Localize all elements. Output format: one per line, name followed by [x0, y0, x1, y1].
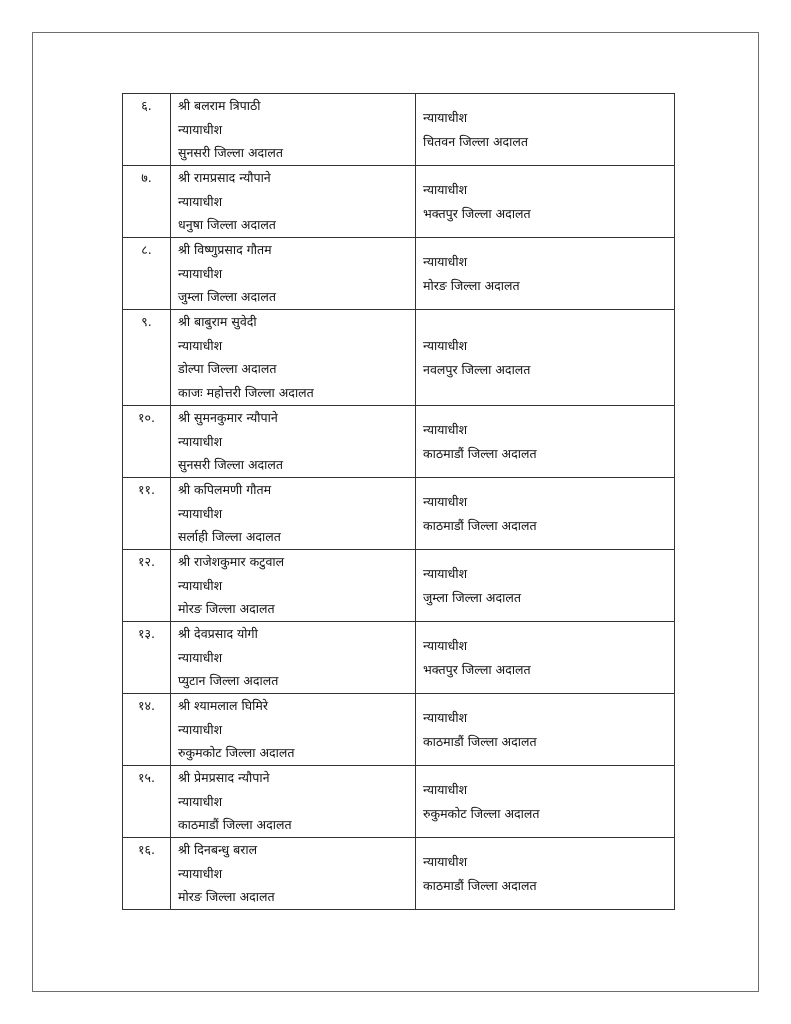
- new-designation: न्यायाधीश: [423, 782, 468, 797]
- table-row: [123, 478, 675, 550]
- serial-number: १५.: [123, 766, 171, 838]
- new-designation: न्यायाधीश: [423, 566, 468, 581]
- new-court: भक्तपुर जिल्ला अदालत: [423, 661, 531, 677]
- serial-number: ९.: [123, 310, 171, 406]
- new-court: काठमाडौं जिल्ला अदालत: [423, 877, 537, 893]
- judge-designation: न्यायाधीश: [178, 337, 223, 353]
- judge-designation: न्यायाधीश: [178, 193, 223, 209]
- judge-name: श्री बलराम त्रिपाठी: [178, 98, 261, 113]
- current-court: प्युटान जिल्ला अदालत: [178, 673, 279, 688]
- current-court: धनुषा जिल्ला अदालत: [178, 217, 276, 232]
- current-posting-cell: [171, 838, 416, 910]
- table-row: [123, 94, 675, 166]
- transfer-table: [122, 93, 675, 910]
- judge-name: श्री रामप्रसाद न्यौपाने: [178, 170, 271, 185]
- current-posting-cell: [171, 478, 416, 550]
- current-court: रुकुमकोट जिल्ला अदालत: [178, 745, 295, 760]
- acting-court: काजः महोत्तरी जिल्ला अदालत: [178, 384, 314, 400]
- new-posting-cell: [416, 94, 675, 166]
- current-posting-cell: [171, 238, 416, 310]
- serial-number: ७.: [123, 166, 171, 238]
- judge-designation: न्यायाधीश: [178, 649, 223, 665]
- current-posting-cell: [171, 166, 416, 238]
- judge-designation: न्यायाधीश: [178, 577, 223, 593]
- current-court: डोल्पा जिल्ला अदालत: [178, 361, 277, 376]
- table-row: [123, 766, 675, 838]
- judge-name: श्री राजेशकुमार कटुवाल: [178, 554, 285, 569]
- new-posting-cell: [416, 838, 675, 910]
- current-court: सुनसरी जिल्ला अदालत: [178, 457, 284, 472]
- judge-designation: न्यायाधीश: [178, 865, 223, 881]
- new-posting-cell: [416, 622, 675, 694]
- current-court: मोरङ जिल्ला अदालत: [178, 889, 275, 904]
- new-designation: न्यायाधीश: [423, 422, 468, 437]
- judge-name: श्री बाबुराम सुवेदी: [178, 314, 257, 329]
- new-designation: न्यायाधीश: [423, 338, 468, 353]
- judge-designation: न्यायाधीश: [178, 505, 223, 521]
- new-posting-cell: [416, 550, 675, 622]
- new-designation: न्यायाधीश: [423, 110, 468, 125]
- serial-number: १०.: [123, 406, 171, 478]
- judge-name: श्री सुमनकुमार न्यौपाने: [178, 410, 278, 425]
- new-designation: न्यायाधीश: [423, 494, 468, 509]
- current-court: काठमाडौं जिल्ला अदालत: [178, 817, 292, 832]
- new-court: काठमाडौं जिल्ला अदालत: [423, 445, 537, 461]
- serial-number: १३.: [123, 622, 171, 694]
- current-court: जुम्ला जिल्ला अदालत: [178, 289, 276, 304]
- table-row: [123, 310, 675, 406]
- new-posting-cell: [416, 694, 675, 766]
- table-row: [123, 406, 675, 478]
- new-court: रुकुमकोट जिल्ला अदालत: [423, 805, 540, 821]
- serial-number: ६.: [123, 94, 171, 166]
- current-posting-cell: [171, 406, 416, 478]
- judge-designation: न्यायाधीश: [178, 433, 223, 449]
- judge-name: श्री देवप्रसाद योगी: [178, 626, 258, 641]
- new-posting-cell: [416, 238, 675, 310]
- new-designation: न्यायाधीश: [423, 254, 468, 269]
- table-row: [123, 622, 675, 694]
- serial-number: ८.: [123, 238, 171, 310]
- table-row: [123, 694, 675, 766]
- current-posting-cell: [171, 766, 416, 838]
- judge-designation: न्यायाधीश: [178, 265, 223, 281]
- judge-designation: न्यायाधीश: [178, 793, 223, 809]
- new-posting-cell: [416, 166, 675, 238]
- table-row: [123, 550, 675, 622]
- new-court: नवलपुर जिल्ला अदालत: [423, 361, 531, 377]
- new-court: जुम्ला जिल्ला अदालत: [423, 589, 521, 605]
- judge-name: श्री दिनबन्धु बराल: [178, 842, 258, 857]
- new-posting-cell: [416, 310, 675, 406]
- serial-number: १२.: [123, 550, 171, 622]
- new-posting-cell: [416, 406, 675, 478]
- current-posting-cell: [171, 694, 416, 766]
- table-row: [123, 166, 675, 238]
- new-designation: न्यायाधीश: [423, 182, 468, 197]
- new-court: काठमाडौं जिल्ला अदालत: [423, 517, 537, 533]
- new-court: चितवन जिल्ला अदालत: [423, 133, 529, 149]
- new-court: भक्तपुर जिल्ला अदालत: [423, 205, 531, 221]
- new-court: मोरङ जिल्ला अदालत: [423, 277, 520, 293]
- current-posting-cell: [171, 310, 416, 406]
- judge-name: श्री कपिलमणी गौतम: [178, 482, 272, 497]
- current-posting-cell: [171, 622, 416, 694]
- current-posting-cell: [171, 94, 416, 166]
- judge-name: श्री प्रेमप्रसाद न्यौपाने: [178, 770, 270, 785]
- current-court: सर्लाही जिल्ला अदालत: [178, 529, 281, 544]
- new-designation: न्यायाधीश: [423, 854, 468, 869]
- new-posting-cell: [416, 478, 675, 550]
- judge-name: श्री श्यामलाल घिमिरे: [178, 698, 268, 713]
- serial-number: ११.: [123, 478, 171, 550]
- new-designation: न्यायाधीश: [423, 638, 468, 653]
- judge-designation: न्यायाधीश: [178, 121, 223, 137]
- judge-designation: न्यायाधीश: [178, 721, 223, 737]
- new-court: काठमाडौं जिल्ला अदालत: [423, 733, 537, 749]
- current-posting-cell: [171, 550, 416, 622]
- table-row: [123, 838, 675, 910]
- new-posting-cell: [416, 766, 675, 838]
- serial-number: १४.: [123, 694, 171, 766]
- current-court: मोरङ जिल्ला अदालत: [178, 601, 275, 616]
- judge-name: श्री विष्णुप्रसाद गौतम: [178, 242, 272, 257]
- serial-number: १६.: [123, 838, 171, 910]
- new-designation: न्यायाधीश: [423, 710, 468, 725]
- table-row: [123, 238, 675, 310]
- current-court: सुनसरी जिल्ला अदालत: [178, 145, 284, 160]
